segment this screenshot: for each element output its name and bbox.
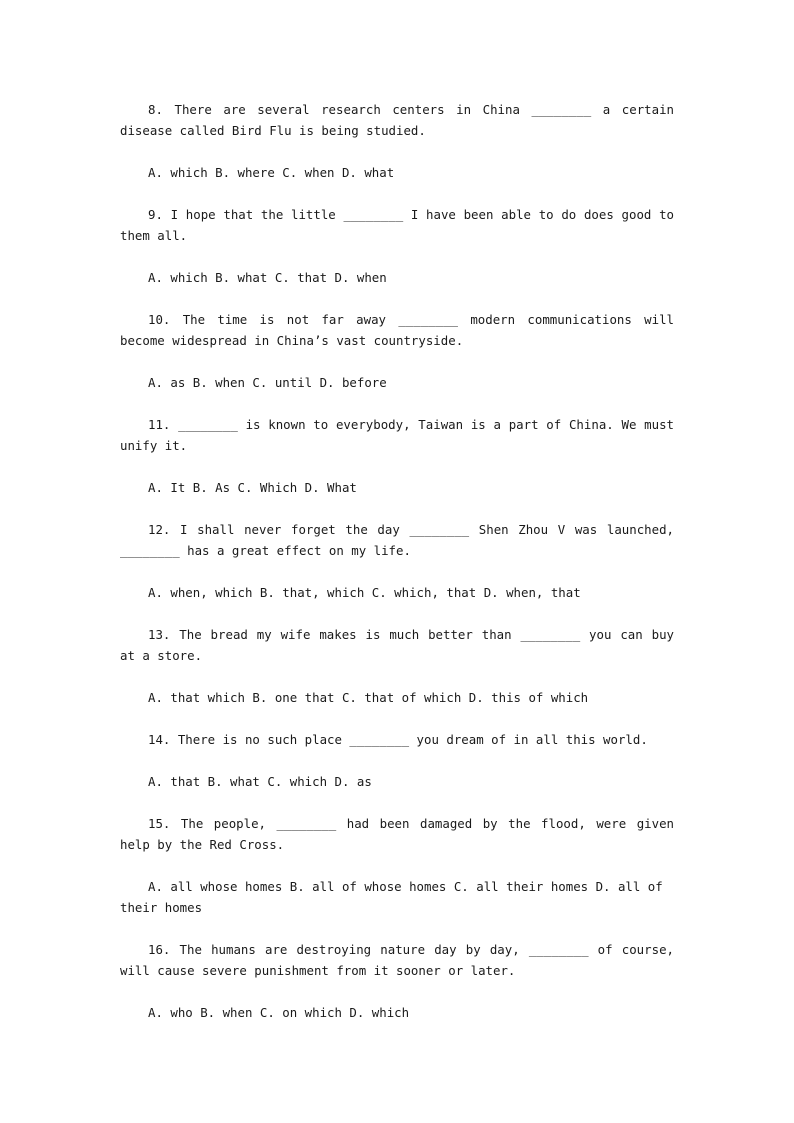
question-14-stem: 14. There is no such place ________ you dream of in all this world. <box>148 732 648 747</box>
question-13-options: A. that which B. one that C. that of which D. this of which <box>148 690 589 705</box>
question-10-options: A. as B. when C. until D. before <box>148 375 387 390</box>
question-8-options: A. which B. where C. when D. what <box>148 165 395 180</box>
document-page <box>120 99 674 1044</box>
question-15-options: A. all whose homes B. all of whose homes C. all their homes D. all of their homes <box>120 879 663 915</box>
question-9-options: A. which B. what C. that D. when <box>148 270 387 285</box>
question-8-stem: 8. There are several research centers in China ________ a certain disease called Bird Flu is being studied. <box>120 102 674 138</box>
question-15-stem: 15. The people, ________ had been damaged by the flood, were given help by the Red Cross. <box>120 816 674 852</box>
question-11-options: A. It B. As C. Which D. What <box>148 480 357 495</box>
question-12-stem: 12. I shall never forget the day ________ Shen Zhou V was launched, ________ has a great effect on my life. <box>120 522 674 558</box>
question-12-options: A. when, which B. that, which C. which, that D. when, that <box>148 585 581 600</box>
question-16-options: A. who B. when C. on which D. which <box>148 1005 410 1020</box>
question-16-stem: 16. The humans are destroying nature day by day, ________ of course, will cause severe punishment from it sooner or later. <box>120 942 674 978</box>
question-9-stem: 9. I hope that the little ________ I have been able to do does good to them all. <box>120 207 674 243</box>
question-13-stem: 13. The bread my wife makes is much better than ________ you can buy at a store. <box>120 627 674 663</box>
question-10-stem: 10. The time is not far away ________ modern communications will become widespread in China’s vast countryside. <box>120 312 674 348</box>
question-11-stem: 11. ________ is known to everybody, Taiwan is a part of China. We must unify it. <box>120 417 674 453</box>
question-14-options: A. that B. what C. which D. as <box>148 774 372 789</box>
